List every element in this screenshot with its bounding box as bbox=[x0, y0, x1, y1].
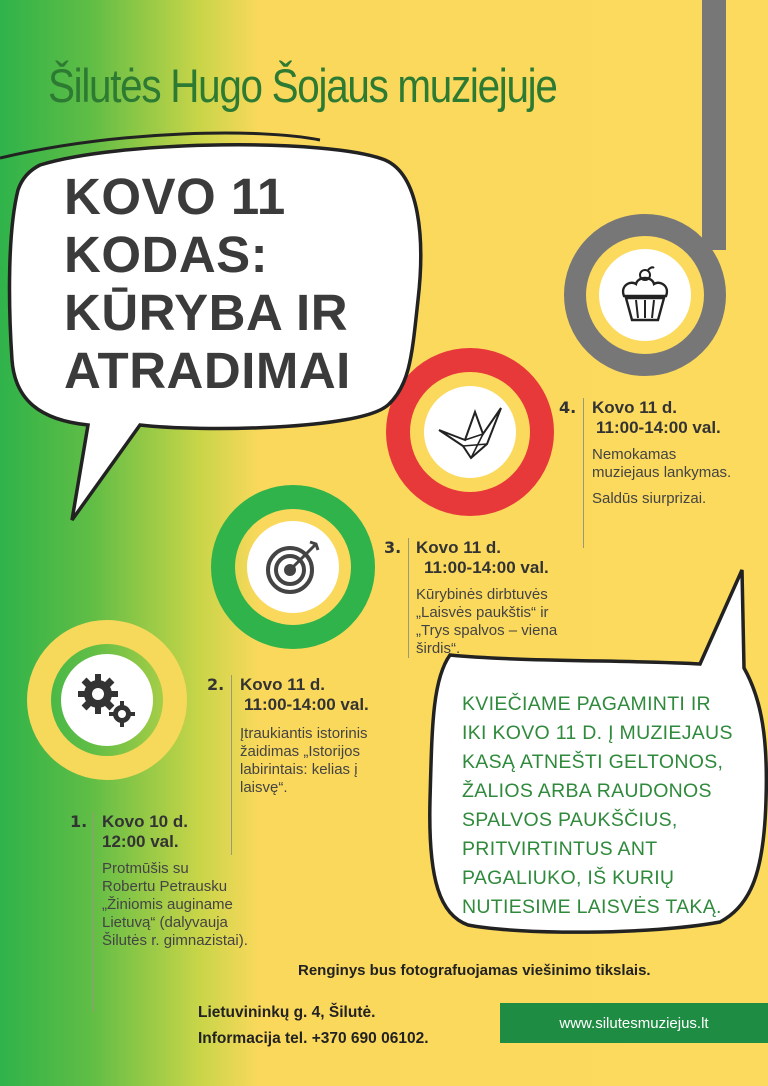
step-desc-line: Šilutės r. gimnazistai). bbox=[102, 932, 248, 949]
step-4 bbox=[592, 398, 762, 508]
step-desc-line: „Laisvės paukštis“ ir bbox=[416, 604, 549, 621]
invitation-line: KVIEČIAME PAGAMINTI IR bbox=[462, 693, 711, 715]
phone: Informacija tel. +370 690 06102. bbox=[198, 1030, 429, 1047]
step-desc-line: Robertu Petrausku bbox=[102, 878, 228, 895]
event-title-line: KODAS: bbox=[64, 226, 269, 283]
event-title bbox=[64, 168, 424, 400]
event-title-line: ATRADIMAI bbox=[64, 342, 351, 399]
invitation-text bbox=[462, 690, 752, 922]
step-3 bbox=[416, 538, 616, 658]
step-number: 4. bbox=[559, 398, 577, 417]
step-date: Kovo 11 d. bbox=[416, 538, 502, 557]
divider bbox=[408, 538, 409, 658]
step-desc-line: labirintais: kelias į bbox=[240, 761, 358, 778]
step-desc-line: Protmūšis su bbox=[102, 860, 189, 877]
step-time: 12:00 val. bbox=[102, 832, 179, 851]
step-desc-line: širdis“. bbox=[416, 640, 461, 657]
origami-disc bbox=[424, 386, 516, 478]
invitation-line: PAGALIUKO, IŠ KURIŲ bbox=[462, 867, 675, 889]
photo-note: Renginys bus fotografuojamas viešinimo tikslais. bbox=[298, 962, 651, 979]
step-date: Kovo 10 d. bbox=[102, 812, 188, 831]
cupcake-icon bbox=[614, 264, 676, 326]
step-desc-line: Nemokamas bbox=[592, 446, 677, 463]
cupcake-disc bbox=[599, 249, 691, 341]
step-desc-line: žaidimas „Istorijos bbox=[240, 743, 361, 760]
step-number: 1. bbox=[70, 812, 88, 831]
step-1 bbox=[102, 812, 292, 950]
step-desc-line: laisvę“. bbox=[240, 779, 288, 796]
website-link[interactable]: www.silutesmuziejus.lt bbox=[500, 1003, 768, 1043]
step-date: Kovo 11 d. bbox=[592, 398, 678, 417]
museum-headline: Šilutės Hugo Šojaus muziejuje bbox=[48, 59, 557, 112]
step-number: 3. bbox=[384, 538, 402, 557]
event-title-line: KŪRYBA IR bbox=[64, 284, 349, 341]
step-desc-line: „Trys spalvos – viena bbox=[416, 622, 558, 639]
step-desc-line: Saldūs siurprizai. bbox=[592, 490, 707, 507]
invitation-line: PRITVIRTINTUS ANT bbox=[462, 838, 658, 860]
step-time: 11:00-14:00 val. bbox=[424, 558, 549, 577]
step-desc-line: Įtraukiantis istorinis bbox=[240, 725, 368, 742]
step-desc-line: Lietuvą“ (dalyvauja bbox=[102, 914, 228, 931]
origami-crane-icon bbox=[435, 400, 505, 464]
gears-icon bbox=[74, 670, 140, 730]
invitation-line: IKI KOVO 11 D. Į MUZIEJAUS bbox=[462, 722, 733, 744]
step-time: 11:00-14:00 val. bbox=[244, 695, 369, 714]
step-desc-line: muziejaus lankymas. bbox=[592, 464, 732, 481]
target-icon bbox=[262, 536, 324, 598]
target-disc bbox=[247, 521, 339, 613]
step-2 bbox=[240, 675, 420, 797]
invitation-line: NUTIESIME LAISVĖS TAKĄ. bbox=[462, 896, 722, 918]
step-desc-line: Kūrybinės dirbtuvės bbox=[416, 586, 548, 603]
step-number: 2. bbox=[207, 675, 225, 694]
invitation-line: SPALVOS PAUKŠČIUS, bbox=[462, 809, 678, 831]
gears-disc bbox=[61, 654, 153, 746]
step-time: 11:00-14:00 val. bbox=[596, 418, 721, 437]
step-desc-line: „Žiniomis auginame bbox=[102, 896, 233, 913]
event-title-line: KOVO 11 bbox=[64, 168, 286, 225]
invitation-line: KASĄ ATNEŠTI GELTONOS, bbox=[462, 751, 724, 773]
address: Lietuvininkų g. 4, Šilutė. bbox=[198, 1004, 376, 1021]
invitation-line: ŽALIOS ARBA RAUDONOS bbox=[462, 780, 712, 802]
divider bbox=[93, 812, 94, 1012]
step-date: Kovo 11 d. bbox=[240, 675, 326, 694]
divider bbox=[583, 398, 584, 548]
contact-info bbox=[198, 1000, 429, 1052]
